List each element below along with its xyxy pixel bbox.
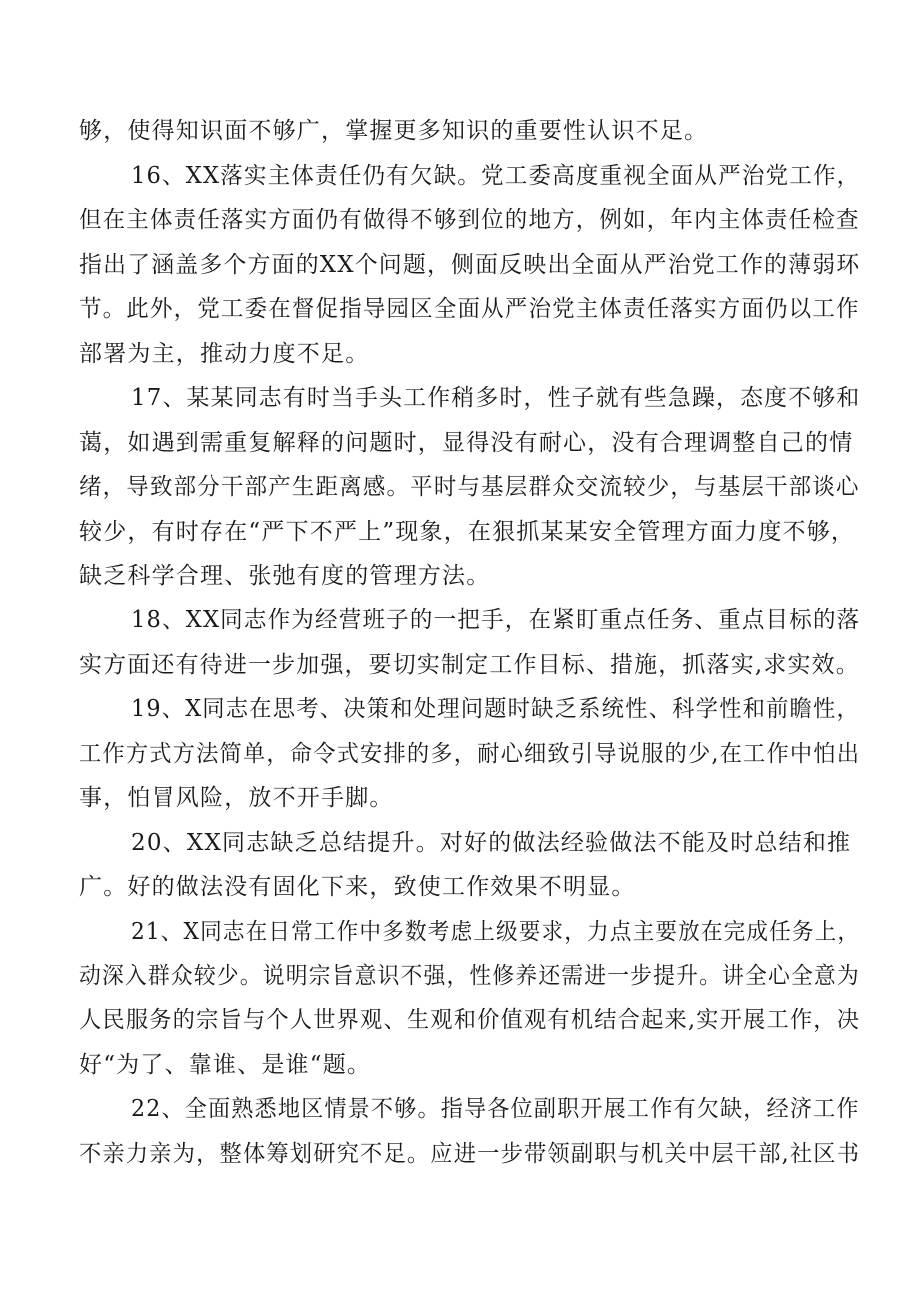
text-line: 够，使得知识面不够广，掌握更多知识的重要性认识不足。 [79,118,709,144]
paragraph-16-line: 16、XX落实主体责任仍有欠缺。党工委高度重视全面从严治党工作， [131,163,861,189]
paragraph-21-line: 21、X同志在日常工作中多数考虑上级要求，力点主要放在完成任务上， [131,919,861,945]
text-line: 实方面还有待进一步加强，要切实制定工作目标、措施，抓落实,求实效。 [79,652,860,678]
text-line: 不亲力亲为，整体筹划研究不足。应进一步带领副职与机关中层干部,社区书 [79,1141,861,1167]
paragraph-17-line: 17、某某同志有时当手头工作稍多时，性子就有些急躁，态度不够和 [131,385,861,411]
text-line: 人民服务的宗旨与个人世界观、生观和价值观有机结合起来,实开展工作，决 [79,1007,861,1033]
text-line: 指出了涵盖多个方面的XX个问题，侧面反映出全面从严治党工作的薄弱环 [79,252,861,278]
text-line: 好“为了、靠谁、是谁“题。 [79,1052,372,1078]
text-line: 较少，有时存在“严下不严上”现象，在狠抓某某安全管理方面力度不够， [79,519,856,545]
text-line: 动深入群众较少。说明宗旨意识不强，性修养还需进一步提升。讲全心全意为 [79,963,860,989]
text-line: 部署为主，推动力度不足。 [79,341,370,367]
text-line: 工作方式方法简单，命令式安排的多，耐心细致引导说服的少,在工作中怕出 [79,741,861,767]
text-line: 事，怕冒风险，放不开手脚。 [79,785,394,811]
paragraph-19-line: 19、X同志在思考、决策和处理问题时缺乏系统性、科学性和前瞻性， [131,696,861,722]
paragraph-20-line: 20、XX同志缺乏总结提升。对好的做法经验做法不能及时总结和推 [131,830,852,856]
paragraph-18-line: 18、XX同志作为经营班子的一把手，在紧盯重点任务、重点目标的落 [131,607,861,633]
text-line: 绪，导致部分干部产生距离感。平时与基层群众交流较少，与基层干部谈心 [79,474,860,500]
text-line: 节。此外，党工委在督促指导园区全面从严治党主体责任落实方面仍以工作 [79,296,860,322]
paragraph-22-line: 22、全面熟悉地区情景不够。指导各位副职开展工作有欠缺，经济工作 [131,1096,860,1122]
text-line: 蔼，如遇到需重复解释的问题时，显得没有耐心，没有合理调整自己的情 [79,430,854,456]
text-line: 广。好的做法没有固化下来，致使工作效果不明显。 [79,874,636,900]
text-line: 但在主体责任落实方面仍有做得不够到位的地方，例如，年内主体责任检查 [79,207,860,233]
text-line: 缺乏科学合理、张弛有度的管理方法。 [79,563,491,589]
